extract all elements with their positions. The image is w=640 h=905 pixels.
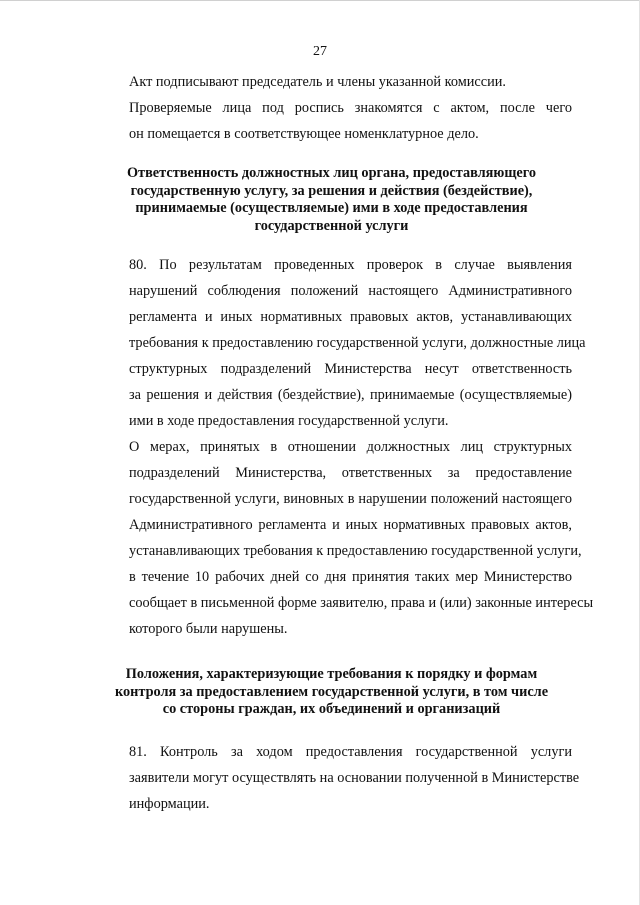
- paragraph-line: в течение 10 рабочих дней со дня принятия таких мер Министерство: [129, 569, 572, 585]
- heading-responsibility: [91, 165, 572, 235]
- heading-line: со стороны граждан, их объединений и организаций: [162, 701, 501, 717]
- paragraph-line: за решения и действия (бездействие), принимаемые (осуществляемые): [129, 387, 572, 403]
- heading-line: принимаемые (осуществляемые) ими в ходе предоставления: [135, 200, 528, 216]
- paragraph-line: он помещается в соответствующее номенклатурное дело.: [129, 126, 479, 142]
- paragraph-81: [91, 739, 580, 817]
- page-number: 27: [313, 44, 327, 59]
- paragraph-measures: [91, 434, 594, 642]
- paragraph-line: государственной услуги, виновных в нарушении положений настоящего: [129, 491, 572, 507]
- paragraph-80: [91, 252, 586, 434]
- paragraph-line: 81. Контроль за ходом предоставления государственной услуги: [129, 743, 572, 760]
- page-content: [91, 69, 594, 817]
- paragraph-line: структурных подразделений Министерства несут ответственность: [129, 361, 572, 377]
- heading-line: Ответственность должностных лиц органа, предоставляющего: [126, 165, 537, 181]
- paragraph-line: Акт подписывают председатель и члены указанной комиссии.: [129, 74, 507, 90]
- heading-line: Положения, характеризующие требования к порядку и формам: [125, 666, 538, 682]
- paragraph-line: Административного регламента и иных нормативных правовых актов,: [129, 517, 572, 533]
- heading-control: [91, 666, 572, 719]
- paragraph-line: регламента и иных нормативных правовых актов, устанавливающих: [129, 309, 572, 325]
- paragraph-line: Проверяемые лица под роспись знакомятся с актом, после чего: [129, 100, 572, 116]
- paragraph-line: требования к предоставлению государственной услуги, должностные лица: [129, 335, 586, 351]
- paragraph-line: 80. По результатам проведенных проверок в случае выявления: [129, 257, 572, 273]
- heading-line: государственную услугу, за решения и действия (бездействие),: [130, 182, 533, 199]
- page-top-edge: [0, 0, 640, 1]
- paragraph-line: которого были нарушены.: [129, 621, 288, 637]
- paragraph-line: ими в ходе предоставления государственной услуги.: [129, 413, 449, 429]
- paragraph-line: сообщает в письменной форме заявителю, права и (или) законные интересы: [129, 595, 594, 611]
- paragraph-act-signed: [91, 69, 572, 95]
- paragraph-persons-acquainted: [91, 95, 572, 147]
- paragraph-line: О мерах, принятых в отношении должностных лиц структурных: [129, 439, 572, 455]
- paragraph-line: нарушений соблюдения положений настоящего Административного: [129, 283, 572, 299]
- paragraph-line: устанавливающих требования к предоставлению государственной услуги,: [129, 543, 582, 559]
- paragraph-line: подразделений Министерства, ответственных за предоставление: [129, 465, 572, 481]
- heading-line: государственной услуги: [254, 217, 409, 234]
- heading-line: контроля за предоставлением государственной услуги, в том числе: [114, 683, 549, 700]
- paragraph-line: заявители могут осуществлять на основании полученной в Министерстве: [129, 769, 580, 786]
- paragraph-line: информации.: [129, 795, 210, 812]
